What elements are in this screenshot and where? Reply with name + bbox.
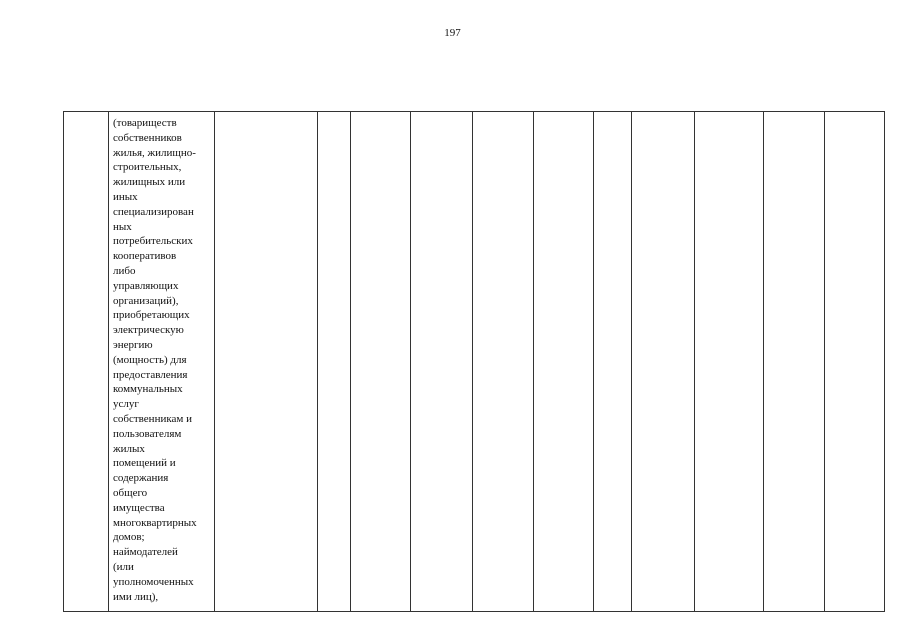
table-cell <box>473 112 534 612</box>
table-cell <box>318 112 351 612</box>
table-cell-number <box>64 112 109 612</box>
table-cell <box>351 112 411 612</box>
table-cell <box>695 112 764 612</box>
table-cell <box>825 112 885 612</box>
table-cell <box>215 112 318 612</box>
consumer-category-text: (товариществ собственников жилья, жилищно- строительных, жилищных или иных специализирован ных потребительских кооперативов либо управляющих организаций), приобретающих электрическую энергию (мощность) для предоставления коммунальных услуг собственникам и пользователям жилых помещений и содержания общего имущества многоквартирных домов; наймодателей (или уполномоченных ими лиц), <box>113 117 197 603</box>
table-row <box>64 112 885 612</box>
table-cell-description <box>109 112 215 612</box>
table-cell <box>594 112 632 612</box>
page-number: 197 <box>444 27 461 39</box>
table-cell <box>632 112 695 612</box>
tariff-table <box>63 111 885 612</box>
table-cell <box>534 112 594 612</box>
table-cell <box>411 112 473 612</box>
table-cell <box>764 112 825 612</box>
